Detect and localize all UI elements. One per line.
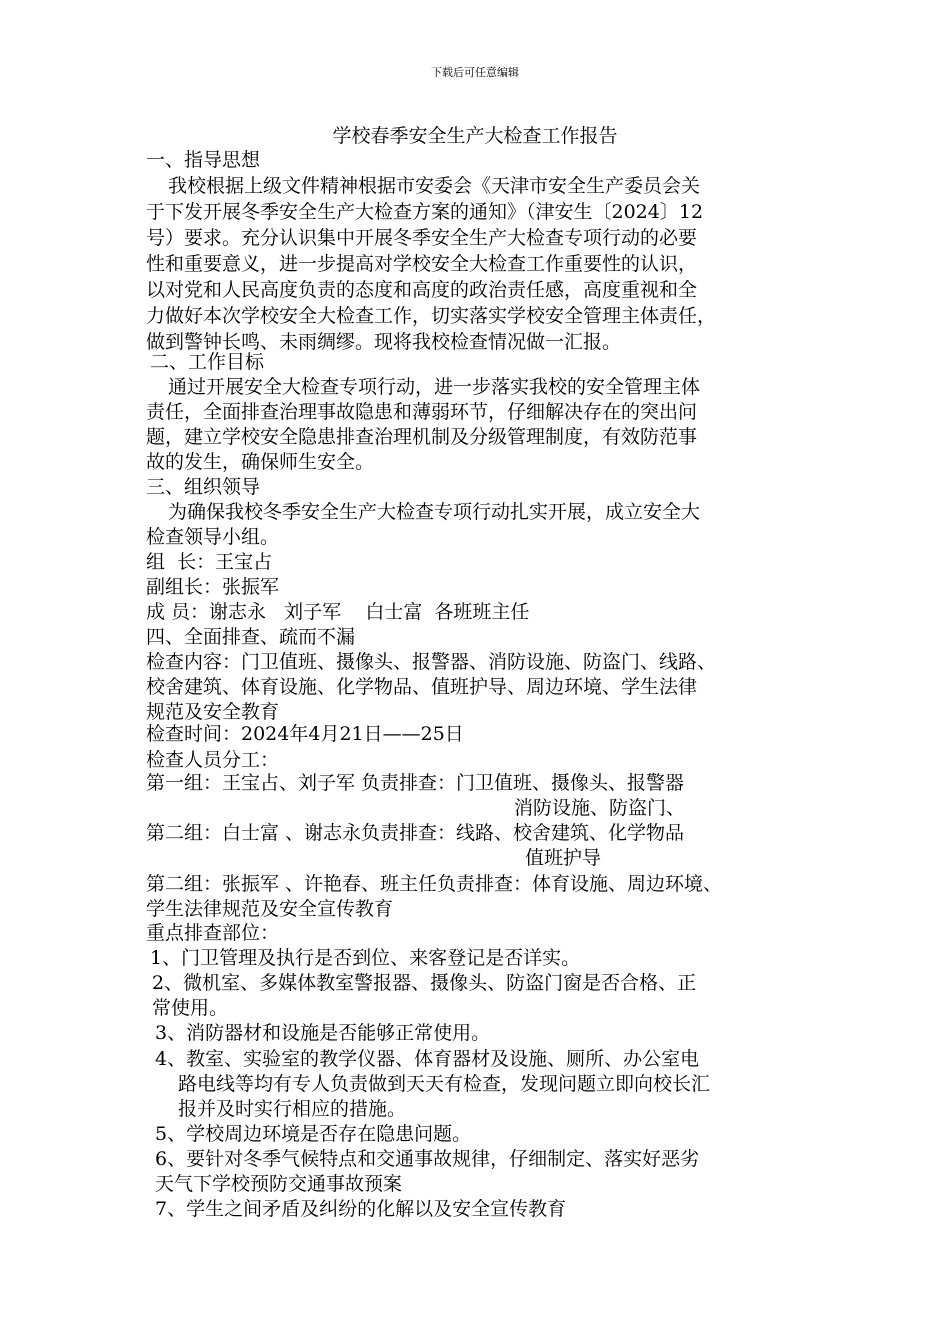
paragraph-line: 通过开展安全大检查专项行动，进一步落实我校的安全管理主体: [168, 376, 701, 398]
paragraph-line: 号）要求。充分认识集中开展冬季安全生产大检查专项行动的必要: [146, 227, 698, 249]
list-item-cont: 报并及时实行相应的措施。: [178, 1098, 407, 1120]
paragraph-line: 力做好本次学校安全大检查工作，切实落实学校安全管理主体责任，: [146, 305, 717, 327]
inspection-time: 检查时间：2024年4月21日——25日: [146, 723, 464, 745]
page-header: 下载后可任意编辑: [431, 66, 519, 79]
group-assignment-cont: 消防设施、防盗门、: [514, 797, 686, 819]
list-item-cont: 常使用。: [152, 997, 229, 1019]
paragraph-line: 检查内容：门卫值班、摄像头、报警器、消防设施、防盗门、线路、: [146, 651, 717, 673]
paragraph-line: 学生法律规范及安全宣传教育: [146, 898, 394, 920]
list-item: 5、学校周边环境是否存在隐患问题。: [155, 1123, 472, 1145]
list-item: 7、学生之间矛盾及纠纷的化解以及安全宣传教育: [155, 1198, 567, 1220]
list-item: 4、教室、实验室的教学仪器、体育器材及设施、厕所、办公室电: [155, 1048, 700, 1070]
paragraph-line: 故的发生，确保师生安全。: [146, 451, 375, 473]
list-item: 2、微机室、多媒体教室警报器、摄像头、防盗门窗是否合格、正: [152, 972, 697, 994]
paragraph-line: 检查领导小组。: [146, 526, 280, 548]
paragraph-line: 校舍建筑、体育设施、化学物品、值班护导、周边环境、学生法律: [146, 676, 698, 698]
paragraph-line: 为确保我校冬季安全生产大检查专项行动扎实开展，成立安全大: [168, 501, 701, 523]
group-assignment: 第一组：王宝占、刘子军 负责排查：门卫值班、摄像头、报警器: [146, 772, 685, 794]
paragraph-line: 做到警钟长鸣、未雨绸缪。现将我校检查情况做一汇报。: [146, 331, 622, 353]
list-item: 6、要针对冬季气候特点和交通事故规律，仔细制定、落实好恶劣: [155, 1148, 700, 1170]
paragraph-line: 规范及安全教育: [146, 701, 280, 723]
group-assignment: 第二组：白士富 、谢志永负责排查：线路、校舍建筑、化学物品: [146, 822, 685, 844]
paragraph-line: 重点排查部位：: [146, 922, 280, 944]
list-item-cont: 路电线等均有专人负责做到天天有检查，发现问题立即向校长汇: [178, 1073, 711, 1095]
paragraph-line: 检查人员分工：: [146, 749, 280, 771]
section-heading: 二、工作目标: [150, 351, 265, 373]
paragraph-line: 题，建立学校安全隐患排查治理机制及分级管理制度，有效防范事: [146, 426, 698, 448]
paragraph-line: 责任，全面排查治理事故隐患和薄弱环节，仔细解决存在的突出问: [146, 401, 698, 423]
section-heading: 三、组织领导: [146, 476, 261, 498]
list-item: 3、消防器材和设施是否能够正常使用。: [155, 1022, 491, 1044]
group-assignment: 第二组：张振军 、许艳春、班主任负责排查：体育设施、周边环境、: [146, 873, 723, 895]
leader-line: 组 长：王宝占: [146, 551, 273, 573]
list-item-cont: 天气下学校预防交通事故预案: [155, 1173, 403, 1195]
section-heading: 一、指导思想: [146, 149, 261, 171]
document-title: 学校春季安全生产大检查工作报告: [332, 125, 618, 147]
section-heading: 四、全面排查、疏而不漏: [146, 626, 356, 648]
paragraph-line: 我校根据上级文件精神根据市安委会《天津市安全生产委员会关: [168, 175, 701, 197]
paragraph-line: 以对党和人民高度负责的态度和高度的政治责任感，高度重视和全: [146, 279, 698, 301]
list-item: 1、门卫管理及执行是否到位、来客登记是否详实。: [150, 947, 581, 969]
paragraph-line: 于下发开展冬季安全生产大检查方案的通知》（津安生〔2024〕12: [146, 201, 704, 223]
group-assignment-cont: 值班护导: [525, 847, 602, 869]
paragraph-line: 性和重要意义，进一步提高对学校安全大检查工作重要性的认识，: [146, 253, 698, 275]
members-line: 成 员：谢志永 刘子军 白士富 各班班主任: [146, 601, 530, 623]
deputy-leader-line: 副组长：张振军: [146, 576, 280, 598]
